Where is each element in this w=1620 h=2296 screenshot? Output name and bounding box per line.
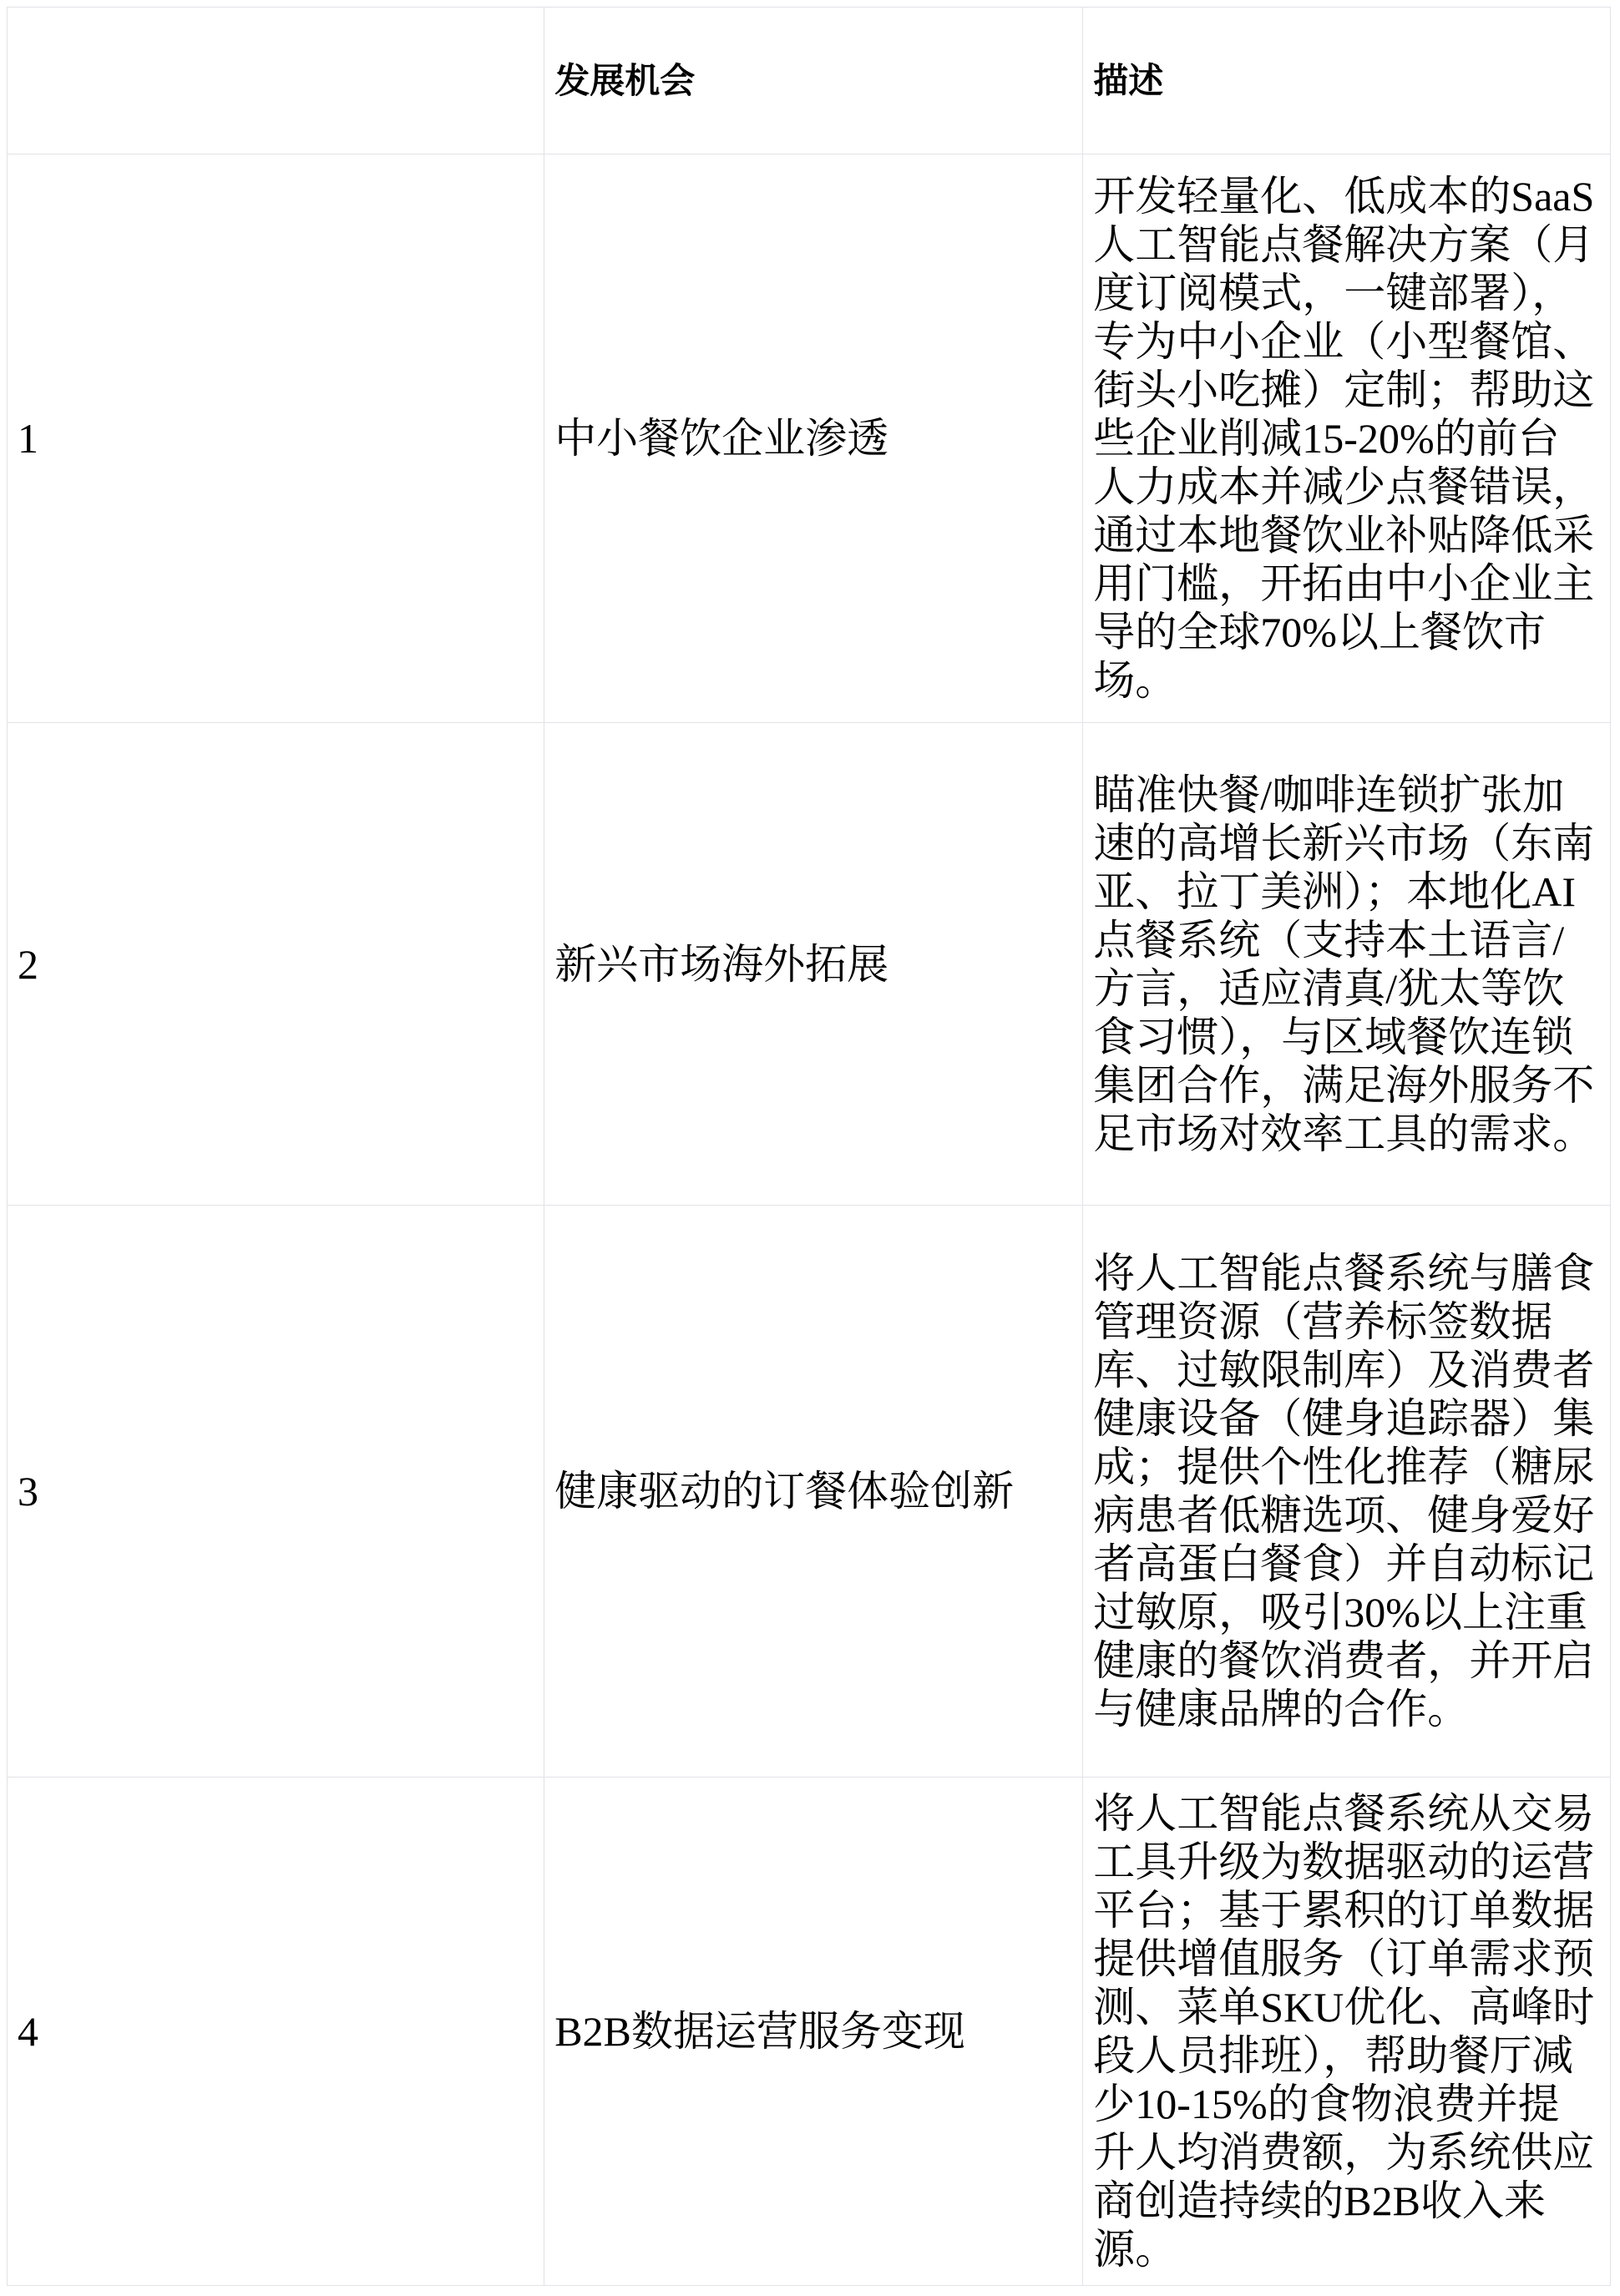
row-number: 3 bbox=[8, 1206, 544, 1778]
opportunity-description: 将人工智能点餐系统与膳食管理资源（营养标签数据库、过敏限制库）及消费者健康设备（健身追踪器）集成；提供个性化推荐（糖尿病患者低糖选项、健身爱好者高蛋白餐食）并自动标记过敏原，吸引30%以上注重健康的餐饮消费者，并开启与健康品牌的合作。 bbox=[1083, 1206, 1611, 1778]
opportunity-description: 开发轻量化、低成本的SaaS人工智能点餐解决方案（月度订阅模式，一键部署），专为中小企业（小型餐馆、街头小吃摊）定制；帮助这些企业削减15-20%的前台人力成本并减少点餐错误，通过本地餐饮业补贴降低采用门槛，开拓由中小企业主导的全球70%以上餐饮市场。 bbox=[1083, 154, 1611, 723]
table-row bbox=[8, 1778, 1611, 2286]
opportunity-description: 瞄准快餐/咖啡连锁扩张加速的高增长新兴市场（东南亚、拉丁美洲）；本地化AI点餐系统（支持本土语言/方言，适应清真/犹太等饮食习惯），与区域餐饮连锁集团合作，满足海外服务不足市场对效率工具的需求。 bbox=[1083, 723, 1611, 1206]
opportunities-table bbox=[7, 7, 1611, 2286]
row-number: 2 bbox=[8, 723, 544, 1206]
opportunity-name: B2B数据运营服务变现 bbox=[544, 1778, 1083, 2286]
header-cell-opportunity: 发展机会 bbox=[544, 8, 1083, 154]
opportunity-name: 中小餐饮企业渗透 bbox=[544, 154, 1083, 723]
opportunity-description: 将人工智能点餐系统从交易工具升级为数据驱动的运营平台；基于累积的订单数据提供增值服务（订单需求预测、菜单SKU优化、高峰时段人员排班），帮助餐厅减少10-15%的食物浪费并提升人均消费额，为系统供应商创造持续的B2B收入来源。 bbox=[1083, 1778, 1611, 2286]
header-row bbox=[8, 8, 1611, 154]
table-row bbox=[8, 1206, 1611, 1778]
table-row bbox=[8, 154, 1611, 723]
opportunity-name: 健康驱动的订餐体验创新 bbox=[544, 1206, 1083, 1778]
header-cell-description: 描述 bbox=[1083, 8, 1611, 154]
table-row bbox=[8, 723, 1611, 1206]
row-number: 1 bbox=[8, 154, 544, 723]
header-cell-index bbox=[8, 8, 544, 154]
opportunity-name: 新兴市场海外拓展 bbox=[544, 723, 1083, 1206]
row-number: 4 bbox=[8, 1778, 544, 2286]
